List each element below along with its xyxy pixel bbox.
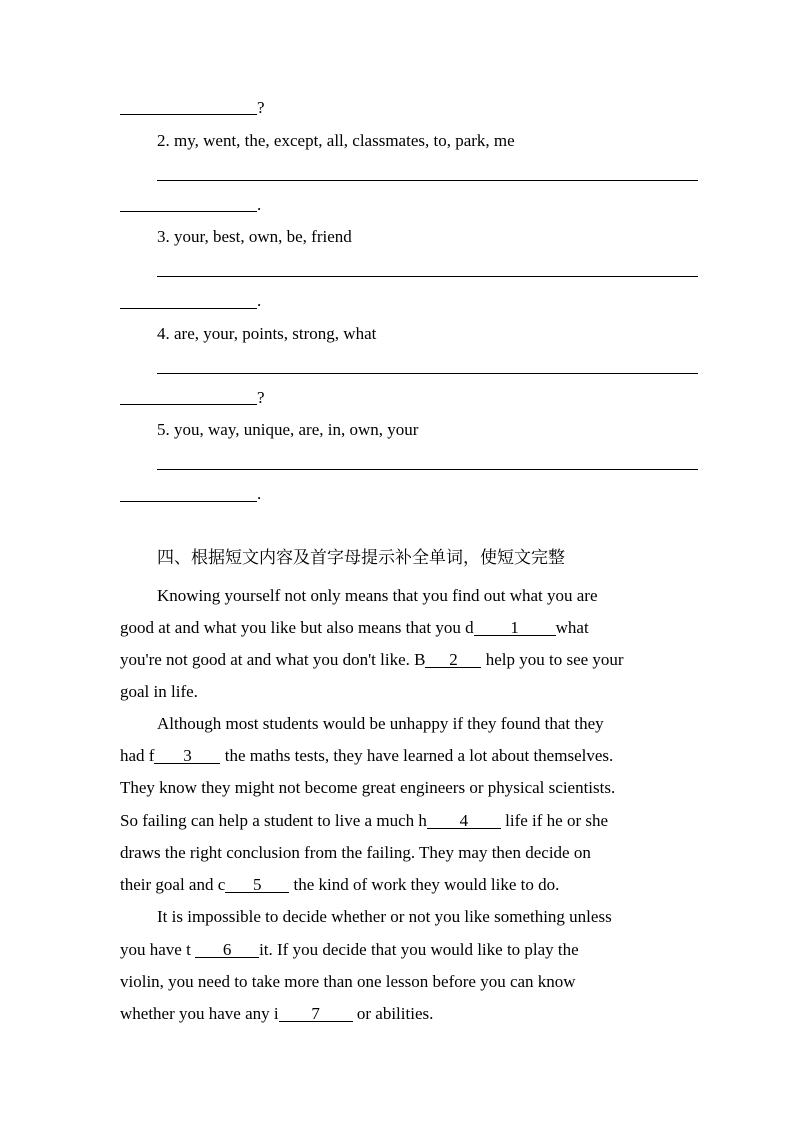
question-3: 3. your, best, own, be, friend bbox=[157, 227, 352, 246]
blank-3[interactable]: 3 bbox=[154, 747, 220, 764]
passage-line: violin, you need to take more than one lesson before you can know bbox=[120, 972, 576, 991]
question-4: 4. are, your, points, strong, what bbox=[157, 324, 377, 343]
passage-text: it. If you decide that you would like to play the bbox=[259, 940, 579, 959]
answer-line-3-continued[interactable] bbox=[120, 308, 257, 309]
answer-line-4-continued[interactable] bbox=[120, 404, 257, 405]
q3-end-mark: . bbox=[257, 291, 262, 310]
passage-text: whether you have any i bbox=[120, 1004, 279, 1023]
passage-text: help you to see your bbox=[481, 650, 624, 669]
passage-line bbox=[120, 651, 624, 668]
passage-text: you're not good at and what you don't like. B bbox=[120, 650, 426, 669]
answer-line-5[interactable] bbox=[157, 469, 698, 470]
answer-line-2[interactable] bbox=[157, 180, 698, 181]
passage-line: It is impossible to decide whether or not you like something unless bbox=[157, 907, 612, 926]
passage-line bbox=[120, 812, 608, 829]
passage-line: goal in life. bbox=[120, 682, 198, 701]
passage-line: Although most students would be unhappy if they found that they bbox=[157, 714, 604, 733]
passage-text: So failing can help a student to live a much h bbox=[120, 811, 427, 830]
question-2: 2. my, went, the, except, all, classmates, to, park, me bbox=[157, 131, 515, 150]
answer-line-1-continued[interactable] bbox=[120, 114, 257, 115]
answer-line-3[interactable] bbox=[157, 276, 698, 277]
passage-line bbox=[120, 876, 559, 893]
answer-line-5-continued[interactable] bbox=[120, 501, 257, 502]
passage-line bbox=[120, 1005, 433, 1022]
q1-end-mark: ? bbox=[257, 98, 265, 117]
blank-1[interactable]: 1 bbox=[474, 619, 556, 636]
section-4-heading: 四、根据短文内容及首字母提示补全单词，使短文完整 bbox=[157, 548, 565, 568]
blank-6[interactable]: 6 bbox=[195, 941, 259, 958]
q2-end-mark: . bbox=[257, 195, 262, 214]
passage-text: their goal and c bbox=[120, 875, 226, 894]
q5-end-mark: . bbox=[257, 484, 262, 503]
passage-text: you have t bbox=[120, 940, 196, 959]
answer-line-2-continued[interactable] bbox=[120, 211, 257, 212]
passage-text: the maths tests, they have learned a lot about themselves. bbox=[220, 746, 614, 765]
q4-end-mark: ? bbox=[257, 388, 265, 407]
passage-line: draws the right conclusion from the failing. They may then decide on bbox=[120, 843, 591, 862]
blank-4[interactable]: 4 bbox=[427, 812, 501, 829]
passage-line: They know they might not become great engineers or physical scientists. bbox=[120, 778, 616, 797]
passage-text: had f bbox=[120, 746, 155, 765]
blank-7[interactable]: 7 bbox=[279, 1005, 353, 1022]
passage-text: or abilities. bbox=[352, 1004, 434, 1023]
question-5: 5. you, way, unique, are, in, own, your bbox=[157, 420, 419, 439]
passage-line bbox=[120, 941, 579, 958]
passage-text: what bbox=[555, 618, 589, 637]
passage-text: life if he or she bbox=[500, 811, 609, 830]
passage-text: the kind of work they would like to do. bbox=[289, 875, 560, 894]
answer-line-4[interactable] bbox=[157, 373, 698, 374]
passage-line bbox=[120, 747, 613, 764]
passage-text: good at and what you like but also means that you d bbox=[120, 618, 474, 637]
blank-2[interactable]: 2 bbox=[425, 651, 481, 668]
passage-line: Knowing yourself not only means that you find out what you are bbox=[157, 586, 598, 605]
passage-line bbox=[120, 619, 589, 636]
blank-5[interactable]: 5 bbox=[225, 876, 289, 893]
